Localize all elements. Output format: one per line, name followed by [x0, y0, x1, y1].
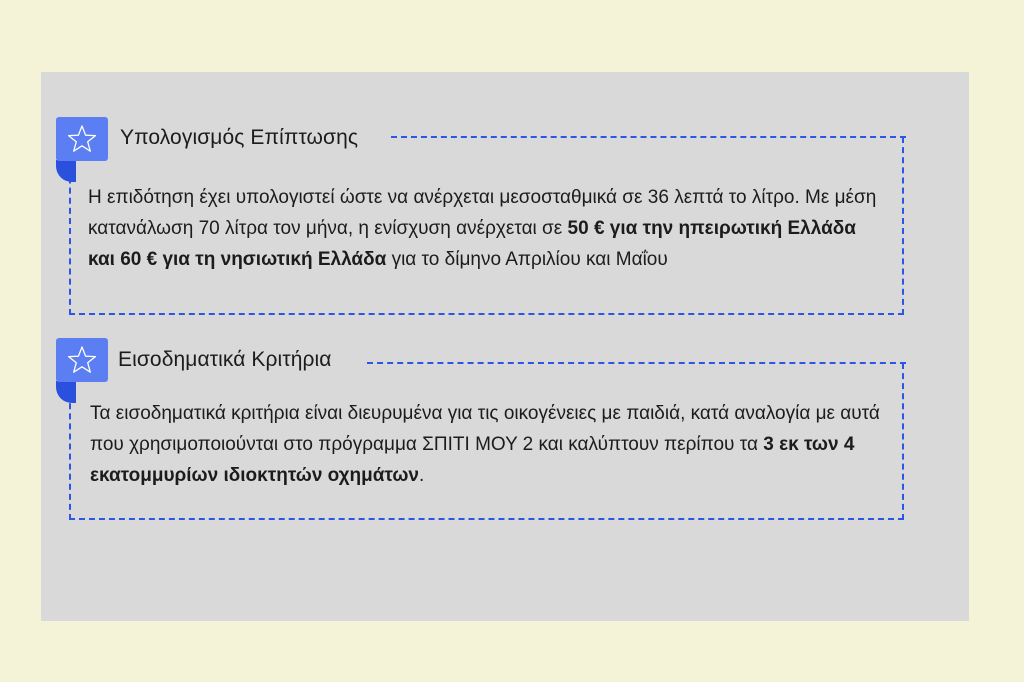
star-icon — [56, 117, 108, 161]
badge-tail — [56, 381, 76, 403]
section-body: Τα εισοδηματικά κριτήρια είναι διευρυμένα για τις οικογένειες με παιδιά, κατά αναλογία με αυτά που χρησιμοποιούνται στο πρόγραμμα ΣΠΙΤΙ ΜΟΥ 2 και καλύπτουν περίπου τα 3 εκ των 4 εκατομμυρίων ιδιοκτητών οχημάτων. — [90, 403, 880, 486]
content-panel — [41, 72, 969, 621]
badge-tail — [56, 160, 76, 182]
section-body: Η επιδότηση έχει υπολογιστεί ώστε να ανέρχεται μεσοσταθμικά σε 36 λεπτά το λίτρο. Με μέση κατανάλωση 70 λίτρα τον μήνα, η ενίσχυση ανέρχεται σε 50 € για την ηπειρωτική Ελλάδα και 60 € για τη νησιωτική Ελλάδα για το δίμηνο Απριλίου και Μαΐου — [88, 187, 877, 270]
highlight-text: 3 εκ των 4 εκατομμυρίων ιδιοκτητών οχημάτων — [90, 434, 855, 486]
highlight-text: 50 € για την ηπειρωτική Ελλάδα και 60 € για τη νησιωτική Ελλάδα — [88, 218, 856, 270]
star-icon — [56, 338, 108, 382]
section-title: Εισοδηματικά Κριτήρια — [118, 348, 332, 371]
section-title: Υπολογισμός Επίπτωσης — [120, 126, 359, 149]
